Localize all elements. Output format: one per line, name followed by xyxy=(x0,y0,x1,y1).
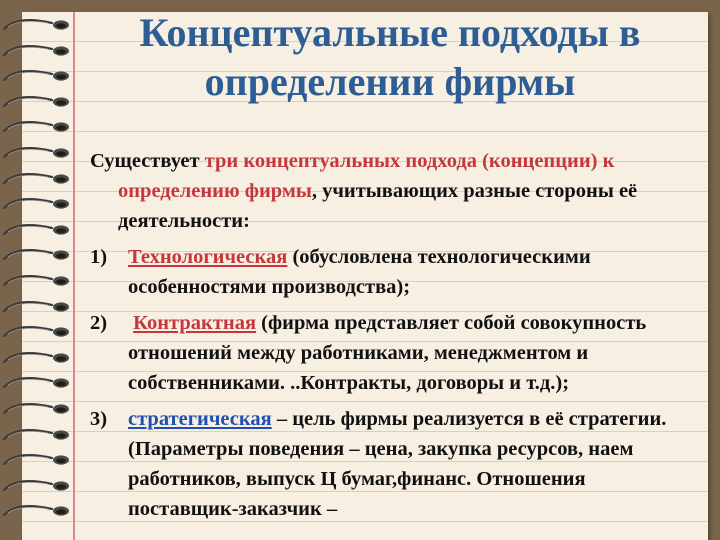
spiral-coil xyxy=(0,170,90,188)
spiral-binding xyxy=(0,16,90,540)
spiral-coil xyxy=(0,272,90,290)
spiral-coil xyxy=(0,246,90,264)
slide-title xyxy=(80,8,700,106)
item-term-strategic: стратегическая xyxy=(128,408,272,430)
spiral-coil xyxy=(0,374,90,392)
intro-suffix: , учитывающих разные стороны её деятельности: xyxy=(118,180,638,232)
spiral-coil xyxy=(0,298,90,316)
list-item-contract xyxy=(90,308,700,398)
spiral-coil xyxy=(0,42,90,60)
spiral-coil xyxy=(0,221,90,239)
spiral-coil xyxy=(0,144,90,162)
spiral-coil xyxy=(0,477,90,495)
spiral-coil xyxy=(0,323,90,341)
item-text: – цель фирмы реализуется в её стратегии.(Параметры поведения – цена, закупка ресурсов, наем работников, выпуск Ц бумаг,финанс. Отношения поставщик-заказчик – xyxy=(128,408,667,520)
item-number: 3) xyxy=(90,408,108,430)
spiral-coil xyxy=(0,502,90,520)
intro-paragraph xyxy=(90,146,700,236)
title-line-1: Концептуальные подходы в xyxy=(139,10,641,55)
list-item-technological xyxy=(90,242,700,302)
intro-highlight: три концептуальных подхода (концепции) к определению фирмы xyxy=(118,150,615,202)
item-text: (фирма представляет собой совокупность отношений между работниками, менеджментом и собственниками. ..Контракты, договоры и т.д.); xyxy=(128,312,647,394)
item-number: 1) xyxy=(90,246,108,268)
spiral-coil xyxy=(0,16,90,34)
spiral-coil xyxy=(0,400,90,418)
slide-content xyxy=(90,146,700,530)
title-line-2: определении фирмы xyxy=(204,59,576,104)
item-term-technological: Технологическая xyxy=(128,246,288,268)
spiral-coil xyxy=(0,118,90,136)
spiral-coil xyxy=(0,426,90,444)
item-text: (обусловлена технологическими особенностями производства); xyxy=(128,246,591,298)
spiral-coil xyxy=(0,67,90,85)
item-term-contract: Контрактная xyxy=(133,312,257,334)
spiral-coil xyxy=(0,195,90,213)
spiral-coil xyxy=(0,349,90,367)
spiral-coil xyxy=(0,93,90,111)
spiral-coil xyxy=(0,451,90,469)
list-item-strategic xyxy=(90,404,700,524)
intro-prefix: Существует xyxy=(90,150,205,172)
item-number: 2) xyxy=(90,312,108,334)
